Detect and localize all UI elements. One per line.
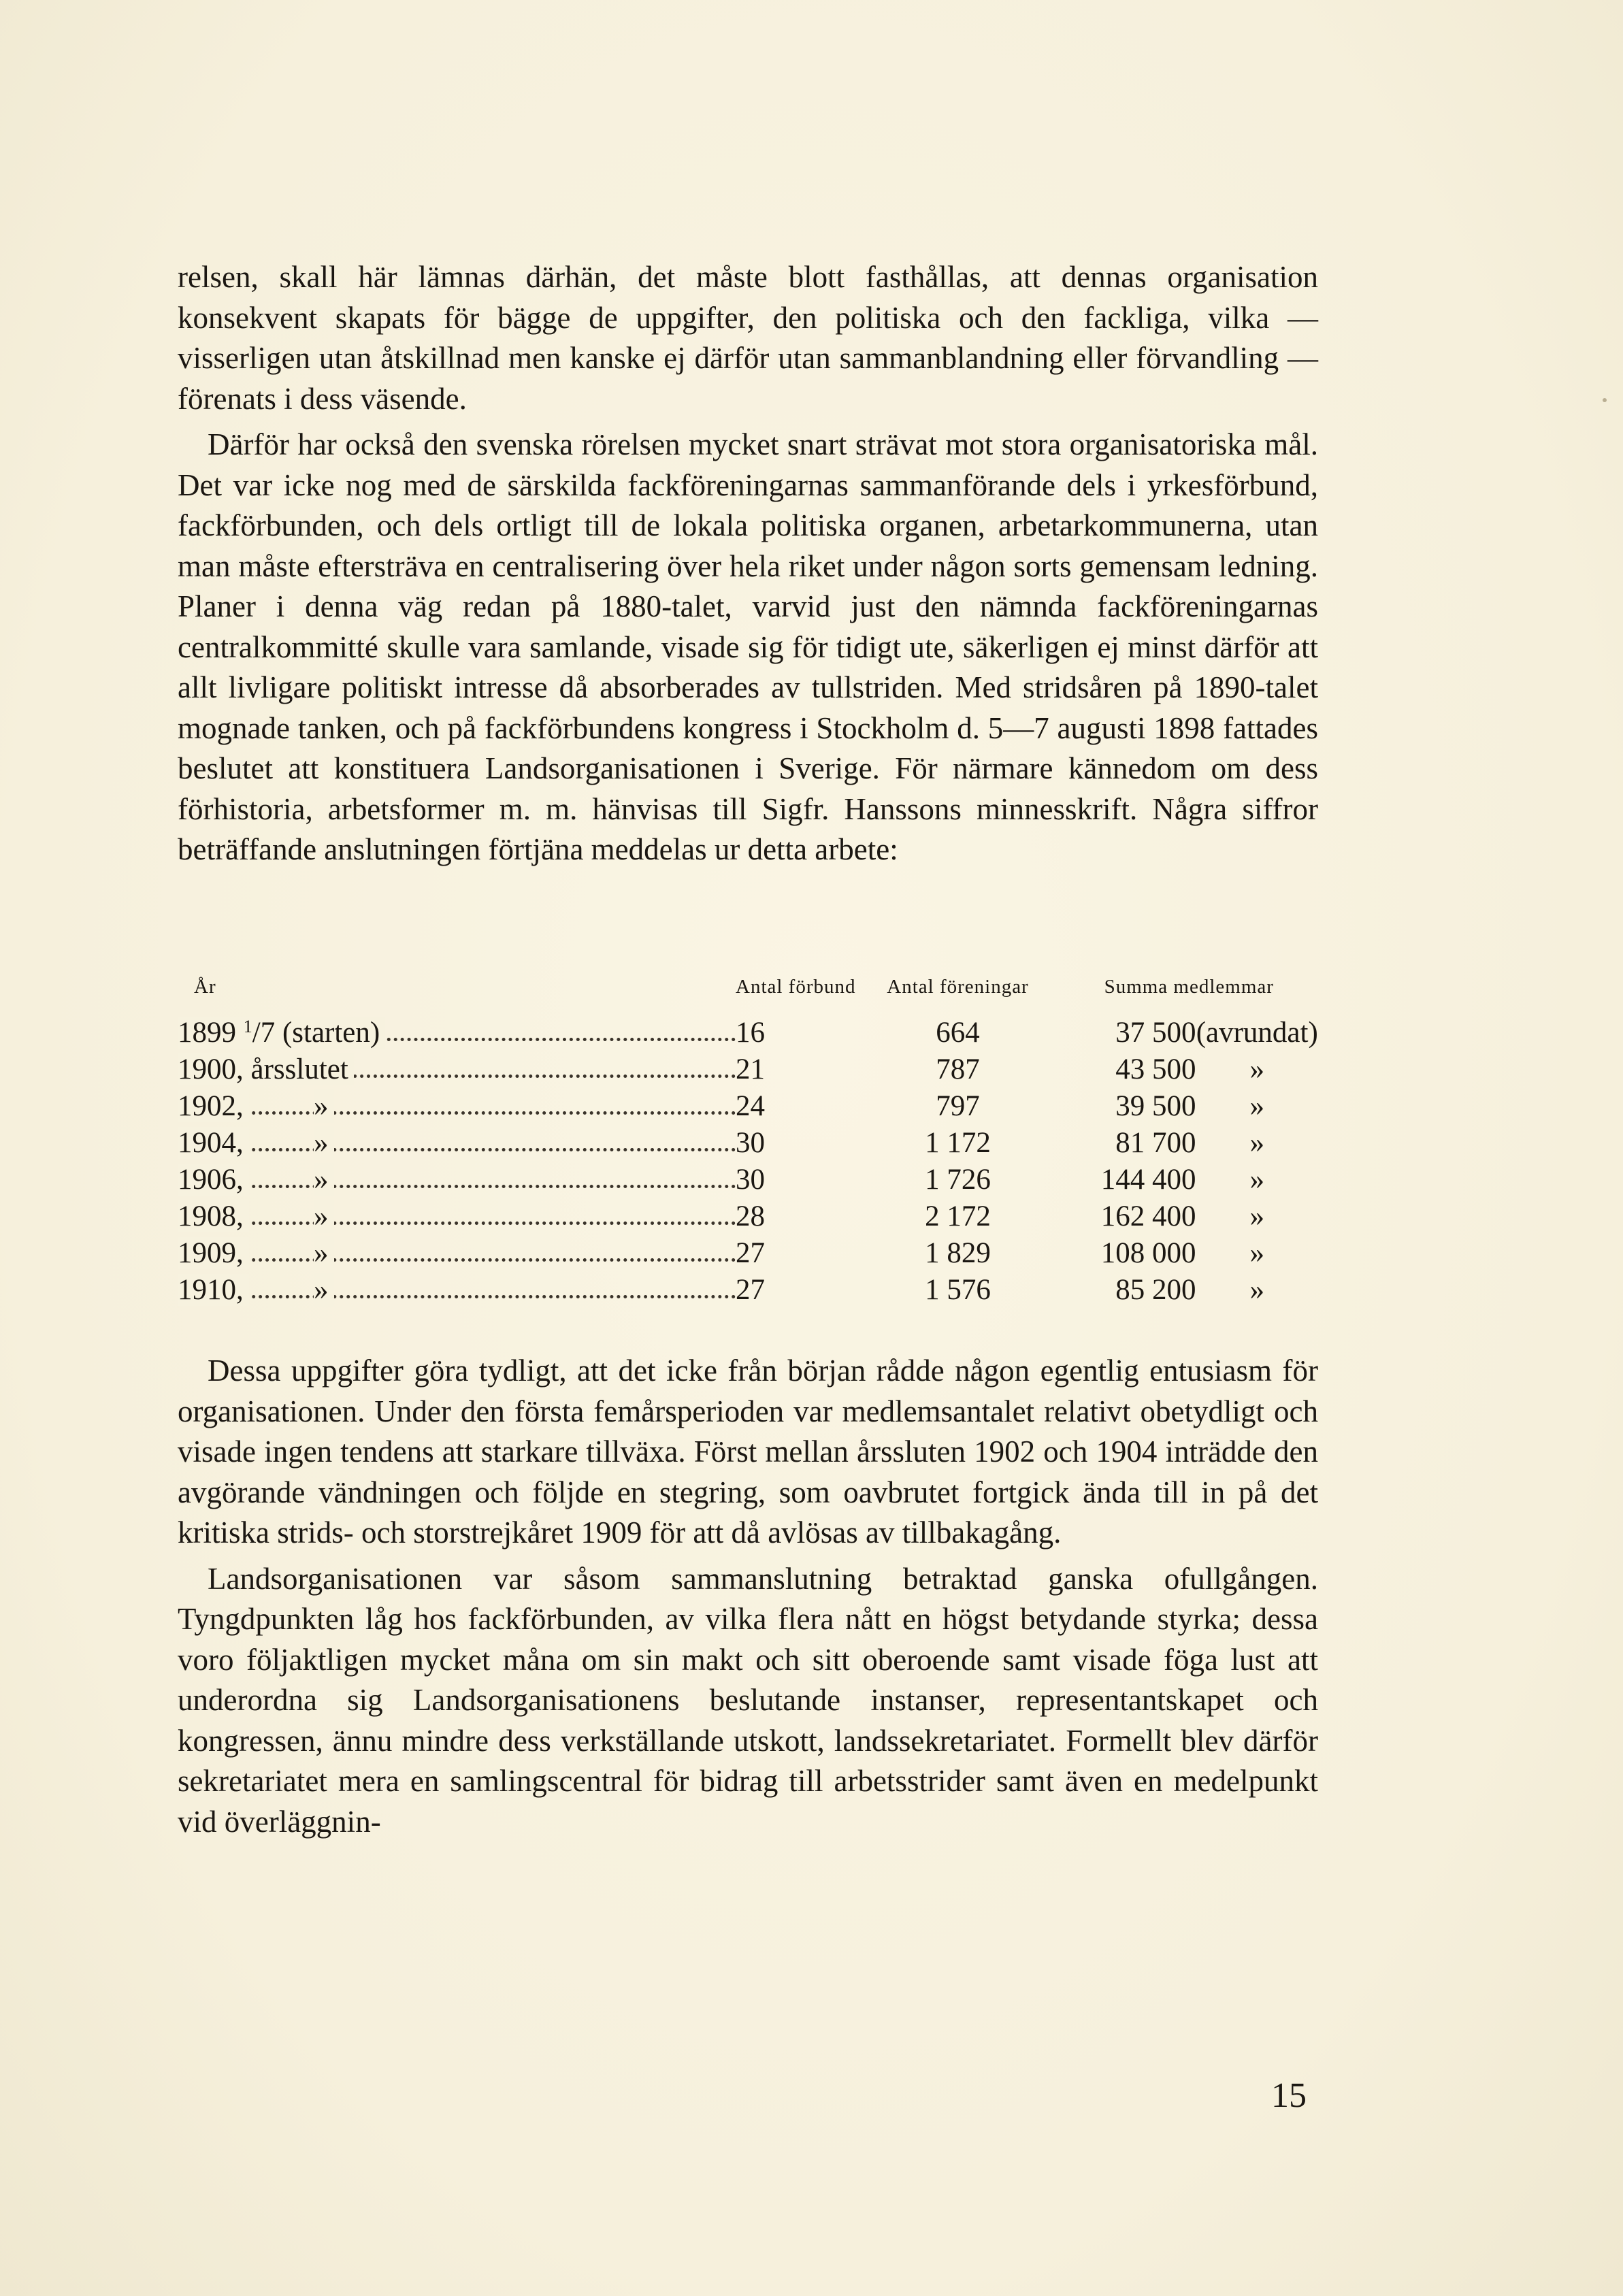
- cell-foreningar: 1 726: [925, 1164, 991, 1196]
- table-row: [178, 1126, 1318, 1163]
- cell-foreningar: 664: [936, 1017, 980, 1049]
- year-value: 1904,: [178, 1127, 244, 1159]
- leader-dots: [178, 1185, 736, 1188]
- paragraph-3: Dessa uppgifter göra tydligt, att det icke från början rådde någon egentlig entusiasm för organisationen. Under den första femårsperioden var medlemsantalet relativt obetydligt och visade ingen tendens att starkare tillväxa. Först mellan årssluten 1902 och 1904 inträdde den avgörande vändningen och följde en stegring, som oavbrutet fortgick ända till in på det kritiska strids- och storstrejkåret 1909 för att då avlösas av tillbakagång.: [178, 1354, 1318, 1549]
- header-year: År: [194, 976, 216, 998]
- cell-forbund: 24: [736, 1090, 765, 1122]
- paper-speck: [1603, 398, 1607, 402]
- table-row: [178, 1236, 1318, 1273]
- year-value: 1902,: [178, 1090, 244, 1122]
- ditto-mark: »: [314, 1089, 334, 1123]
- header-medlemmar: Summa medlemmar: [1104, 976, 1274, 998]
- cell-year: [178, 1273, 736, 1310]
- cell-note: »: [1249, 1090, 1264, 1122]
- year-value: 1909,: [178, 1237, 244, 1269]
- table-row: [178, 1163, 1318, 1200]
- cell-note: (avrundat): [1196, 1017, 1318, 1049]
- top-text-block: [178, 257, 1318, 870]
- cell-foreningar: 787: [936, 1053, 980, 1085]
- cell-medlemmar: 39 500: [1115, 1090, 1196, 1122]
- cell-year: [178, 1053, 736, 1089]
- cell-medlemmar: 108 000: [1100, 1237, 1196, 1269]
- cell-forbund: 27: [736, 1237, 765, 1269]
- ditto-mark: »: [314, 1126, 334, 1160]
- cell-year: [178, 1163, 736, 1200]
- table-row: [178, 1089, 1318, 1126]
- header-foreningar: Antal föreningar: [887, 976, 1029, 998]
- cell-medlemmar: 81 700: [1115, 1127, 1196, 1159]
- fraction-denominator: 7: [260, 1017, 276, 1049]
- cell-note: »: [1249, 1274, 1264, 1306]
- table-row: [178, 1016, 1318, 1053]
- row-label: (starten): [282, 1017, 380, 1049]
- cell-medlemmar: 85 200: [1115, 1274, 1196, 1306]
- cell-note: »: [1249, 1200, 1264, 1232]
- cell-forbund: 30: [736, 1127, 765, 1159]
- cell-foreningar: 1 576: [925, 1274, 991, 1306]
- paragraph-2: Därför har också den svenska rörelsen mycket snart strävat mot stora organisatoriska mål. Det var icke nog med de särskilda fackföreningarnas sammanförande dels i yrkesförbund, fackförbunden, och dels ortligt till de lokala politiska organen, arbetarkommunerna, utan man måste eftersträva en centralisering över hela riket under någon sorts gemensam ledning. Planer i denna väg redan på 1880-talet, varvid just den nämnda fackföreningarnas centralkommitté skulle vara samlande, visade sig för tidigt ute, säkerligen ej minst därför att allt livligare politiskt intresse då absorberades av tullstriden. Med stridsåren på 1890-talet mognade tanken, och på fackförbundens kongress i Stockholm d. 5—7 augusti 1898 fattades beslutet att konstituera Landsorganisationen i Sverige. För närmare kännedom om dess förhistoria, arbetsformer m. m. hänvisas till Sigfr. Hanssons minnesskrift. Några siffror beträffande anslutningen förtjäna meddelas ur detta arbete:: [178, 427, 1318, 866]
- cell-forbund: 30: [736, 1164, 765, 1196]
- ditto-mark: »: [314, 1163, 334, 1196]
- membership-table: [178, 976, 1318, 1310]
- cell-medlemmar: 43 500: [1115, 1053, 1196, 1085]
- cell-foreningar: 797: [936, 1090, 980, 1122]
- cell-forbund: 16: [736, 1017, 765, 1049]
- paragraph-4: Landsorganisationen var såsom sammanslutning betraktad ganska ofullgången. Tyngdpunkten låg hos fackförbunden, av vilka flera nått en högst betydande styrka; dessa voro följaktligen mycket måna om sin makt och sitt oberoende samt visade föga lust att underordna sig Landsorganisationens beslutande instanser, representantskapet och kongressen, ännu mindre dess verkställande utskott, landssekretariatet. Formellt blev därför sekretariatet mera en samlingscentral för bidrag till arbetsstrider samt även en medelpunkt vid överläggnin-: [178, 1561, 1318, 1839]
- year-value: 1900,: [178, 1053, 244, 1085]
- ditto-mark: »: [314, 1236, 334, 1270]
- page-number: 15: [1271, 2076, 1307, 2115]
- cell-note: »: [1249, 1237, 1264, 1269]
- year-value: 1899: [178, 1017, 236, 1049]
- cell-forbund: 28: [736, 1200, 765, 1232]
- cell-forbund: 27: [736, 1274, 765, 1306]
- header-forbund: Antal förbund: [736, 976, 856, 998]
- leader-dots: [178, 1148, 736, 1151]
- ditto-mark: »: [314, 1200, 334, 1233]
- leader-dots: [178, 1221, 736, 1225]
- year-value: 1908,: [178, 1200, 244, 1232]
- cell-note: »: [1249, 1127, 1264, 1159]
- fraction-numerator: 1: [243, 1017, 252, 1036]
- table-header-row: [178, 976, 1318, 1016]
- table-row: [178, 1053, 1318, 1089]
- bottom-text-block: [178, 1351, 1318, 1842]
- cell-note: »: [1249, 1164, 1264, 1196]
- cell-foreningar: 2 172: [925, 1200, 991, 1232]
- cell-foreningar: 1 172: [925, 1127, 991, 1159]
- table-row: [178, 1273, 1318, 1310]
- cell-year: [178, 1089, 736, 1126]
- cell-forbund: 21: [736, 1053, 765, 1085]
- year-value: 1906,: [178, 1164, 244, 1196]
- year-value: 1910,: [178, 1274, 244, 1306]
- table-row: [178, 1200, 1318, 1236]
- row-label: årsslutet: [250, 1053, 348, 1085]
- leader-dots: [178, 1111, 736, 1115]
- ditto-mark: »: [314, 1273, 334, 1307]
- cell-year: [178, 1200, 736, 1236]
- paragraph-1: relsen, skall här lämnas därhän, det måste blott fasthållas, att dennas organisation konsekvent skapats för bägge de uppgifter, den politiska och den fackliga, vilka — visserligen utan åtskillnad men kanske ej därför utan sammanblandning eller förvandling — förenats i dess väsende.: [178, 260, 1318, 416]
- cell-year: [178, 1126, 736, 1163]
- cell-medlemmar: 37 500: [1115, 1017, 1196, 1049]
- cell-medlemmar: 144 400: [1100, 1164, 1196, 1196]
- cell-year: [178, 1236, 736, 1273]
- leader-dots: [178, 1295, 736, 1298]
- cell-medlemmar: 162 400: [1100, 1200, 1196, 1232]
- leader-dots: [178, 1258, 736, 1262]
- cell-note: »: [1249, 1053, 1264, 1085]
- cell-year: 1899 $^1$/7 (starten): [178, 1016, 736, 1053]
- cell-foreningar: 1 829: [925, 1237, 991, 1269]
